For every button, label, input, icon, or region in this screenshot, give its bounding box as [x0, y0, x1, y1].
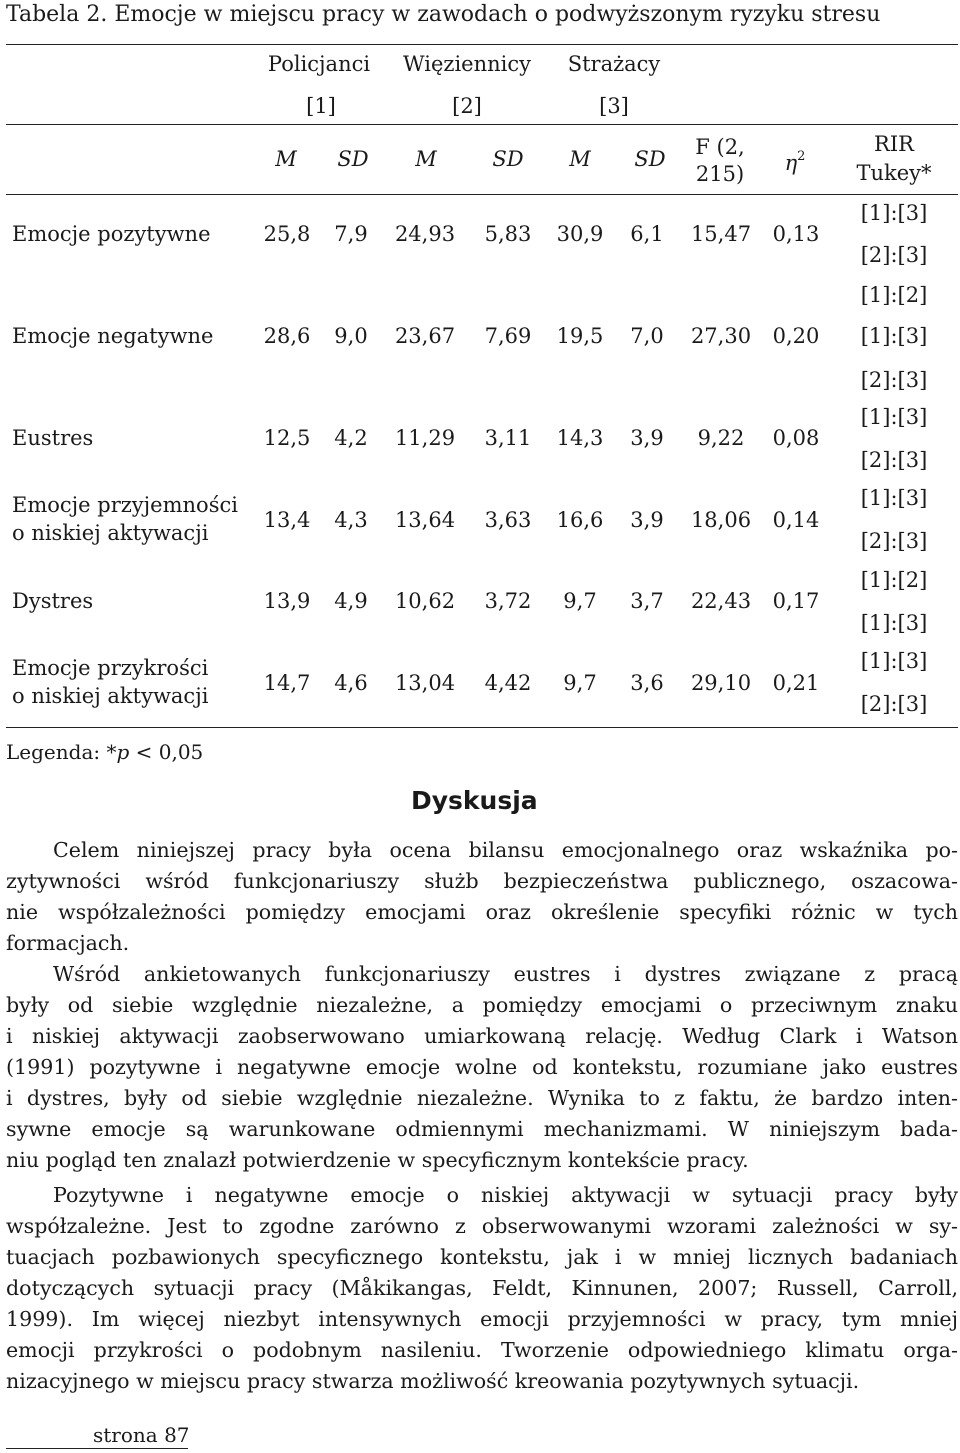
row-label-continued: o niskiej aktywacji: [12, 521, 209, 545]
cell-tukey: [1]:[2]: [860, 568, 928, 592]
cell-m-3: 19,5: [556, 324, 604, 348]
cell-m-2: 23,67: [394, 324, 456, 348]
group-name-2: Więziennicy: [403, 52, 531, 76]
cell-eta: 0,13: [772, 222, 820, 246]
table-header-rule-2: [6, 194, 958, 195]
row-label: Emocje przyjemności: [12, 493, 238, 517]
paragraph-1: [6, 835, 958, 959]
col-header-m-1: M: [275, 147, 297, 171]
paragraph-line: i niskiej aktywacji zaobserwowano umiarkowaną relację. Według Clark i Watson: [6, 1024, 958, 1048]
cell-f: 29,10: [690, 671, 752, 695]
cell-tukey: [2]:[3]: [860, 368, 928, 392]
paragraph-line: sywne emocje są warunkowane odmiennymi mechanizmami. W niniejszym bada-: [6, 1117, 958, 1141]
cell-tukey: [1]:[2]: [860, 283, 928, 307]
cell-sd-1: 7,9: [334, 222, 368, 246]
paragraph-line: tuacjach pozbawionych specyficznego kontekstu, jak i w mniej licznych badaniach: [6, 1245, 958, 1269]
cell-sd-1: 4,3: [334, 508, 368, 532]
cell-m-3: 9,7: [563, 671, 597, 695]
cell-m-2: 13,04: [394, 671, 456, 695]
paragraph-line: Pozytywne i negatywne emocje o niskiej aktywacji w sytuacji pracy były: [53, 1183, 958, 1207]
paragraph-3: [6, 1180, 958, 1397]
cell-f: 18,06: [690, 508, 752, 532]
cell-m-1: 14,7: [263, 671, 311, 695]
row-label-continued: o niskiej aktywacji: [12, 684, 209, 708]
cell-tukey: [1]:[3]: [860, 486, 928, 510]
cell-tukey: [2]:[3]: [860, 243, 928, 267]
paragraph-line: współzależne. Jest to zgodne zarówno z obserwowanymi wzorami zależności w sy-: [6, 1214, 958, 1238]
paragraph-line: niu pogląd ten znalazł potwierdzenie w specyficznym kontekście pracy.: [6, 1148, 749, 1172]
col-header-rir-line2: Tukey*: [856, 161, 932, 185]
legend-p: p: [116, 740, 130, 764]
group-code-1: [1]: [306, 94, 336, 118]
cell-sd-2: 3,63: [484, 508, 532, 532]
table-bottom-rule: [6, 727, 958, 728]
cell-sd-2: 3,72: [484, 589, 532, 613]
cell-tukey: [1]:[3]: [860, 201, 928, 225]
cell-sd-2: 3,11: [484, 426, 532, 450]
row-label: Emocje negatywne: [12, 324, 214, 348]
cell-sd-3: 3,6: [630, 671, 664, 695]
col-header-f-line2: 215): [695, 162, 745, 186]
cell-m-3: 14,3: [556, 426, 604, 450]
cell-sd-2: 5,83: [484, 222, 532, 246]
paragraph-line: Wśród ankietowanych funkcjonariuszy eustres i dystres związane z pracą: [53, 962, 958, 986]
col-header-rir-line1: RIR: [874, 132, 914, 156]
cell-m-2: 10,62: [394, 589, 456, 613]
cell-tukey: [2]:[3]: [860, 692, 928, 716]
cell-m-3: 16,6: [556, 508, 604, 532]
cell-m-2: 13,64: [394, 508, 456, 532]
paragraph-line: (1991) pozytywne i negatywne emocje wolne od kontekstu, rozumiane jako eustres: [6, 1055, 958, 1079]
table-top-rule: [6, 44, 958, 45]
cell-tukey: [2]:[3]: [860, 448, 928, 472]
cell-sd-3: 3,9: [630, 508, 664, 532]
group-name-3: Strażacy: [567, 52, 661, 76]
page-number: strona 87: [93, 1423, 190, 1447]
cell-tukey: [1]:[3]: [860, 405, 928, 429]
cell-m-2: 24,93: [394, 222, 456, 246]
cell-eta: 0,20: [772, 324, 820, 348]
cell-m-1: 25,8: [263, 222, 311, 246]
paragraph-2: [6, 959, 958, 1176]
col-header-f-line1: F (2,: [695, 135, 745, 159]
cell-m-2: 11,29: [394, 426, 456, 450]
paragraph-line: dotyczących sytuacji pracy (Måkikangas, Feldt, Kinnunen, 2007; Russell, Carroll,: [6, 1276, 958, 1300]
cell-f: 27,30: [690, 324, 752, 348]
row-label: Eustres: [12, 426, 94, 450]
table-title: Tabela 2. Emocje w miejscu pracy w zawodach o podwyższonym ryzyku stresu: [6, 2, 881, 27]
cell-eta: 0,21: [772, 671, 820, 695]
cell-m-1: 12,5: [263, 426, 311, 450]
row-label: Emocje pozytywne: [12, 222, 211, 246]
paragraph-line: Celem niniejszej pracy była ocena bilansu emocjonalnego oraz wskaźnika po-: [53, 838, 958, 862]
cell-tukey: [1]:[3]: [860, 324, 928, 348]
row-label: Dystres: [12, 589, 94, 613]
cell-sd-1: 4,6: [334, 671, 368, 695]
paragraph-line: emocji przykrości o podobnym nasileniu. Tworzenie odpowiedniego klimatu orga-: [6, 1338, 958, 1362]
cell-sd-3: 6,1: [630, 222, 664, 246]
col-header-sd-3: SD: [634, 147, 666, 171]
section-heading: Dyskusja: [411, 786, 538, 815]
paragraph-line: były od siebie względnie niezależne, a pomiędzy emocjami o przeciwnym znaku: [6, 993, 958, 1017]
legend-prefix: Legenda: *: [6, 740, 117, 764]
footer-rule: [6, 1448, 188, 1449]
cell-sd-3: 3,7: [630, 589, 664, 613]
legend-suffix: < 0,05: [129, 740, 204, 764]
cell-sd-3: 7,0: [630, 324, 664, 348]
paragraph-line: nie współzależności pomiędzy emocjami oraz określenie specyfiki różnic w tych: [6, 900, 958, 924]
cell-sd-1: 4,2: [334, 426, 368, 450]
cell-f: 15,47: [690, 222, 752, 246]
group-name-1: Policjanci: [267, 52, 371, 76]
cell-m-1: 13,9: [263, 589, 311, 613]
cell-tukey: [1]:[3]: [860, 611, 928, 635]
table-header-rule-1: [6, 124, 958, 125]
cell-sd-3: 3,9: [630, 426, 664, 450]
cell-m-1: 28,6: [263, 324, 311, 348]
paragraph-line: formacjach.: [6, 931, 130, 955]
cell-sd-1: 4,9: [334, 589, 368, 613]
cell-m-1: 13,4: [263, 508, 311, 532]
cell-sd-2: 4,42: [484, 671, 532, 695]
cell-m-3: 30,9: [556, 222, 604, 246]
cell-tukey: [2]:[3]: [860, 529, 928, 553]
cell-sd-1: 9,0: [334, 324, 368, 348]
paragraph-line: nizacyjnego w miejscu pracy stwarza możliwość kreowania pozytywnych sytuacji.: [6, 1369, 860, 1393]
col-header-eta: [784, 149, 806, 175]
paragraph-line: i dystres, były od siebie względnie niezależne. Wynika to z faktu, że bardzo inten-: [6, 1086, 958, 1110]
cell-eta: 0,17: [772, 589, 820, 613]
cell-eta: 0,14: [772, 508, 820, 532]
cell-tukey: [1]:[3]: [860, 649, 928, 673]
cell-sd-2: 7,69: [484, 324, 532, 348]
cell-f: 9,22: [697, 426, 745, 450]
cell-f: 22,43: [690, 589, 752, 613]
col-header-m-2: M: [415, 147, 437, 171]
group-code-3: [3]: [599, 94, 629, 118]
group-code-2: [2]: [452, 94, 482, 118]
col-header-sd-1: SD: [337, 147, 369, 171]
table-legend: [6, 742, 203, 762]
cell-m-3: 9,7: [563, 589, 597, 613]
paragraph-line: 1999). Im więcej niezbyt intensywnych emocji przyjemności w pracy, tym mniej: [6, 1307, 958, 1331]
eta-symbol: η: [784, 151, 798, 175]
paragraph-line: zytywności wśród funkcjonariuszy służb bezpieczeństwa publicznego, oszacowa-: [6, 869, 958, 893]
col-header-sd-2: SD: [492, 147, 524, 171]
cell-eta: 0,08: [772, 426, 820, 450]
eta-superscript: 2: [797, 149, 806, 164]
row-label: Emocje przykrości: [12, 656, 209, 680]
col-header-m-3: M: [569, 147, 591, 171]
